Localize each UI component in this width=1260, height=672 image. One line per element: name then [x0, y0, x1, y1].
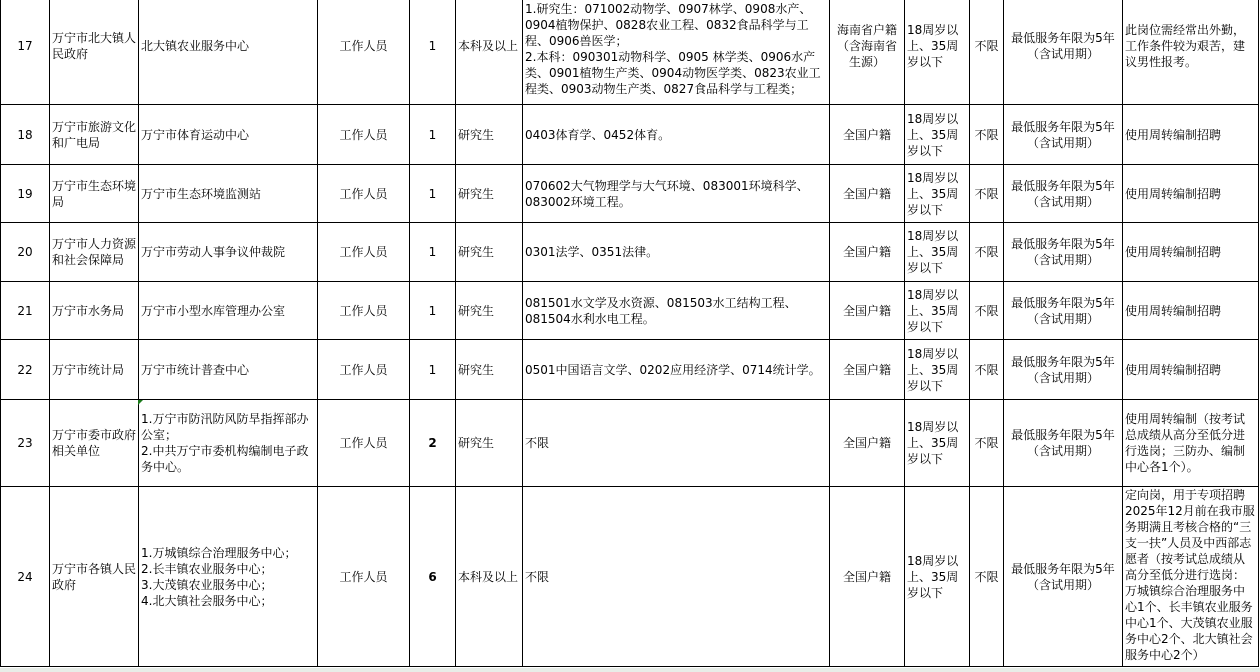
service-term-cell[interactable]: 最低服务年限为5年（含试用期） — [1004, 165, 1123, 223]
service-term-cell[interactable]: 最低服务年限为5年（含试用期） — [1004, 223, 1123, 282]
position-type-cell[interactable]: 工作人员 — [318, 400, 410, 487]
position-type-cell[interactable]: 工作人员 — [318, 487, 410, 667]
hukou-cell[interactable]: 全国户籍 — [830, 340, 905, 400]
major-cell[interactable]: 不限 — [523, 400, 830, 487]
table-row[interactable] — [1, 165, 1259, 223]
education-cell[interactable]: 研究生 — [456, 340, 523, 400]
row-number[interactable]: 21 — [1, 282, 50, 340]
headcount-cell[interactable]: 1 — [410, 223, 456, 282]
remarks-cell[interactable]: 定向岗，用于专项招聘2025年12月前在我市服务期满且考核合格的“三支一扶”人员及中西部志愿者（按考试总成绩从高分至低分进行选岗：万城镇综合治理服务中心1个、长丰镇农业服务中心1个、大茂镇农业服务中心2个、北大镇社会服务中心2个） — [1123, 487, 1259, 667]
position-type-cell[interactable]: 工作人员 — [318, 282, 410, 340]
major-cell[interactable]: 不限 — [523, 487, 830, 667]
service-term-cell[interactable]: 最低服务年限为5年（含试用期） — [1004, 282, 1123, 340]
gender-cell[interactable]: 不限 — [970, 0, 1004, 105]
gender-cell[interactable]: 不限 — [970, 340, 1004, 400]
education-cell[interactable]: 研究生 — [456, 165, 523, 223]
sheet-bottom-edge — [0, 668, 1260, 672]
department-cell[interactable]: 万宁市旅游文化和广电局 — [50, 105, 139, 165]
major-cell[interactable]: 0403体育学、0452体育。 — [523, 105, 830, 165]
unit-cell[interactable]: 万宁市小型水库管理办公室 — [139, 282, 318, 340]
age-cell[interactable]: 18周岁以上、35周岁以下 — [905, 487, 970, 667]
hukou-cell[interactable]: 全国户籍 — [830, 105, 905, 165]
remarks-cell[interactable]: 使用周转编制招聘 — [1123, 165, 1259, 223]
service-term-cell[interactable]: 最低服务年限为5年（含试用期） — [1004, 487, 1123, 667]
headcount-cell[interactable]: 6 — [410, 487, 456, 667]
department-cell[interactable]: 万宁市人力资源和社会保障局 — [50, 223, 139, 282]
table-row[interactable] — [1, 400, 1259, 487]
headcount-cell[interactable]: 1 — [410, 165, 456, 223]
unit-cell[interactable]: 万宁市生态环境监测站 — [139, 165, 318, 223]
hukou-cell[interactable]: 全国户籍 — [830, 282, 905, 340]
headcount-cell[interactable]: 1 — [410, 105, 456, 165]
age-cell[interactable]: 18周岁以上、35周岁以下 — [905, 165, 970, 223]
hukou-cell[interactable]: 全国户籍 — [830, 487, 905, 667]
headcount-cell[interactable]: 1 — [410, 282, 456, 340]
department-cell[interactable]: 万宁市各镇人民政府 — [50, 487, 139, 667]
row-number[interactable]: 23 — [1, 400, 50, 487]
age-cell[interactable]: 18周岁以上、35周岁以下 — [905, 400, 970, 487]
position-type-cell[interactable]: 工作人员 — [318, 223, 410, 282]
service-term-cell[interactable]: 最低服务年限为5年（含试用期） — [1004, 105, 1123, 165]
department-cell[interactable]: 万宁市统计局 — [50, 340, 139, 400]
unit-cell[interactable]: 万宁市劳动人事争议仲裁院 — [139, 223, 318, 282]
department-cell[interactable]: 万宁市生态环境局 — [50, 165, 139, 223]
hukou-cell[interactable]: 全国户籍 — [830, 400, 905, 487]
table-row[interactable] — [1, 105, 1259, 165]
row-number[interactable]: 18 — [1, 105, 50, 165]
department-cell[interactable]: 万宁市委市政府相关单位 — [50, 400, 139, 487]
table-row[interactable] — [1, 487, 1259, 667]
hukou-cell[interactable]: 全国户籍 — [830, 223, 905, 282]
age-cell[interactable]: 18周岁以上、35周岁以下 — [905, 105, 970, 165]
gender-cell[interactable]: 不限 — [970, 400, 1004, 487]
gender-cell[interactable]: 不限 — [970, 105, 1004, 165]
major-cell[interactable]: 081501水文学及水资源、081503水工结构工程、081504水利水电工程。 — [523, 282, 830, 340]
table-row[interactable] — [1, 223, 1259, 282]
age-cell[interactable]: 18周岁以上、35周岁以下 — [905, 340, 970, 400]
table-row[interactable] — [1, 340, 1259, 400]
major-cell[interactable]: 0501中国语言文学、0202应用经济学、0714统计学。 — [523, 340, 830, 400]
service-term-cell[interactable]: 最低服务年限为5年（含试用期） — [1004, 400, 1123, 487]
remarks-cell[interactable]: 此岗位需经常出外勤，工作条件较为艰苦，建议男性报考。 — [1123, 0, 1259, 105]
table-row[interactable] — [1, 0, 1259, 105]
cell-comment-marker — [138, 400, 143, 405]
unit-cell[interactable]: 万宁市统计普查中心 — [139, 340, 318, 400]
gender-cell[interactable]: 不限 — [970, 282, 1004, 340]
row-number[interactable]: 22 — [1, 340, 50, 400]
remarks-cell[interactable]: 使用周转编制招聘 — [1123, 282, 1259, 340]
gender-cell[interactable]: 不限 — [970, 165, 1004, 223]
hukou-cell[interactable]: 海南省户籍（含海南省生源） — [830, 0, 905, 105]
major-cell[interactable]: 0301法学、0351法律。 — [523, 223, 830, 282]
row-number[interactable]: 17 — [1, 0, 50, 105]
department-cell[interactable]: 万宁市北大镇人民政府 — [50, 0, 139, 105]
age-cell[interactable]: 18周岁以上、35周岁以下 — [905, 223, 970, 282]
row-number[interactable]: 20 — [1, 223, 50, 282]
unit-cell[interactable]: 万宁市体育运动中心 — [139, 105, 318, 165]
remarks-cell[interactable]: 使用周转编制招聘 — [1123, 223, 1259, 282]
remarks-cell[interactable]: 使用周转编制招聘 — [1123, 105, 1259, 165]
position-type-cell[interactable]: 工作人员 — [318, 105, 410, 165]
major-cell[interactable]: 070602大气物理学与大气环境、083001环境科学、083002环境工程。 — [523, 165, 830, 223]
education-cell[interactable]: 研究生 — [456, 282, 523, 340]
headcount-cell[interactable]: 1 — [410, 340, 456, 400]
row-number[interactable]: 24 — [1, 487, 50, 667]
major-cell[interactable]: 1.研究生：071002动物学、0907林学、0908水产、0904植物保护、0828农业工程、0832食品科学与工程、0906兽医学； 2.本科：090301动物科学、0905 林学类、0906水产类、0901植物生产类、0904动物医学类、0823农业工程类、0903动物生产类、0827食品科学与工程类； — [523, 0, 830, 105]
age-cell[interactable]: 18周岁以上、35周岁以下 — [905, 0, 970, 105]
headcount-cell[interactable]: 2 — [410, 400, 456, 487]
education-cell[interactable]: 研究生 — [456, 105, 523, 165]
department-cell[interactable]: 万宁市水务局 — [50, 282, 139, 340]
service-term-cell[interactable]: 最低服务年限为5年（含试用期） — [1004, 340, 1123, 400]
gender-cell[interactable]: 不限 — [970, 487, 1004, 667]
gender-cell[interactable]: 不限 — [970, 223, 1004, 282]
unit-cell[interactable]: 1.万城镇综合治理服务中心； 2.长丰镇农业服务中心； 3.大茂镇农业服务中心； 4.北大镇社会服务中心； — [139, 487, 318, 667]
table-row[interactable] — [1, 282, 1259, 340]
hukou-cell[interactable]: 全国户籍 — [830, 165, 905, 223]
education-cell[interactable]: 本科及以上 — [456, 0, 523, 105]
age-cell[interactable]: 18周岁以上、35周岁以下 — [905, 282, 970, 340]
remarks-cell[interactable]: 使用周转编制（按考试总成绩从高分至低分进行选岗；三防办、编制中心各1个）。 — [1123, 400, 1259, 487]
position-type-cell[interactable]: 工作人员 — [318, 0, 410, 105]
education-cell[interactable]: 研究生 — [456, 223, 523, 282]
position-type-cell[interactable]: 工作人员 — [318, 340, 410, 400]
headcount-cell[interactable]: 1 — [410, 0, 456, 105]
unit-cell[interactable]: 北大镇农业服务中心 — [139, 0, 318, 105]
position-type-cell[interactable]: 工作人员 — [318, 165, 410, 223]
unit-cell[interactable]: 1.万宁市防汛防风防旱指挥部办公室； 2.中共万宁市委机构编制电子政务中心。 — [139, 400, 318, 487]
service-term-cell[interactable]: 最低服务年限为5年（含试用期） — [1004, 0, 1123, 105]
education-cell[interactable]: 本科及以上 — [456, 487, 523, 667]
row-number[interactable]: 19 — [1, 165, 50, 223]
education-cell[interactable]: 研究生 — [456, 400, 523, 487]
remarks-cell[interactable]: 使用周转编制招聘 — [1123, 340, 1259, 400]
